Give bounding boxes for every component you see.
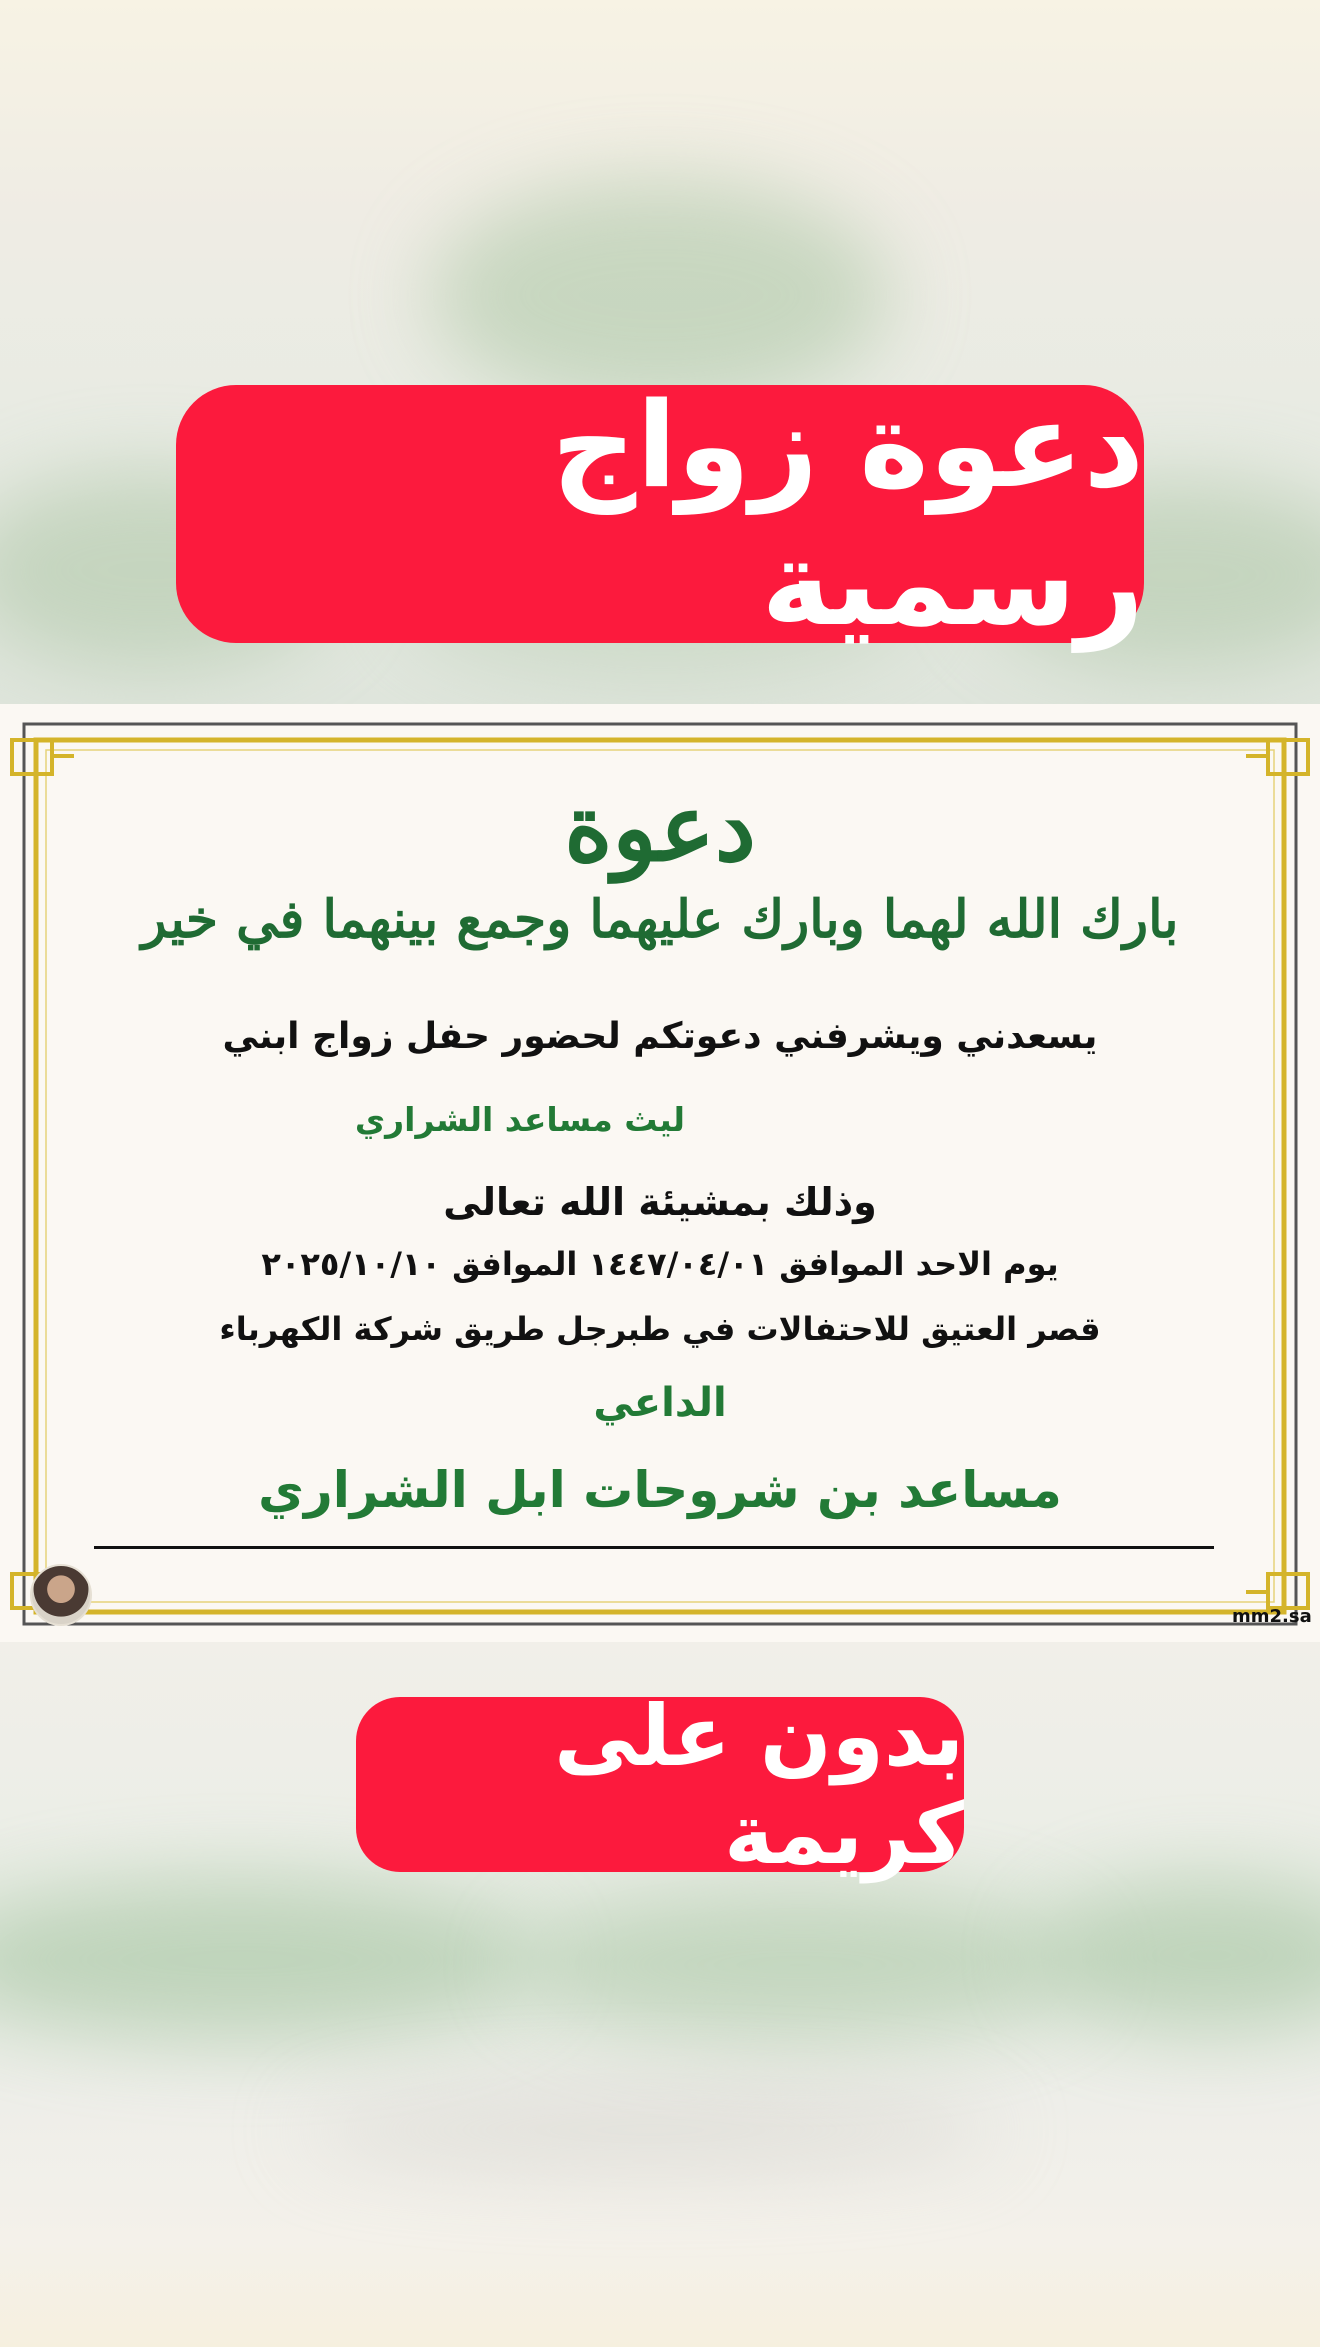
site-watermark: mm2.sa — [1232, 1606, 1312, 1627]
invitation-calligraphy-title: دعوة — [564, 774, 756, 882]
no-daughter-badge: بدون على كريمة — [356, 1697, 964, 1872]
god-willing-text: وذلك بمشيئة الله تعالى — [443, 1180, 877, 1224]
host-label: الداعي — [593, 1380, 727, 1426]
avatar — [30, 1564, 92, 1626]
invitation-card — [0, 704, 1320, 1642]
signature-line — [94, 1546, 1214, 1549]
venue-line: قصر العتيق للاحتفالات في طبرجل طريق شركة الكهرباء — [219, 1310, 1101, 1348]
host-name: مساعد بن شروحات ابل الشراري — [258, 1461, 1062, 1519]
title-banner: دعوة زواج رسمية — [176, 385, 1144, 643]
blessing-calligraphy: بارك الله لهما وبارك عليهما وجمع بينهما في خير — [141, 889, 1179, 950]
groom-name: ليث مساعد الشراري — [354, 1100, 686, 1139]
date-line: يوم الاحد الموافق ١٤٤٧/٠٤/٠١ الموافق ٢٠٢٥/١٠/١٠ — [261, 1245, 1059, 1283]
invitation-intro: يسعدني ويشرفني دعوتكم لحضور حفل زواج ابني — [222, 1016, 1098, 1057]
